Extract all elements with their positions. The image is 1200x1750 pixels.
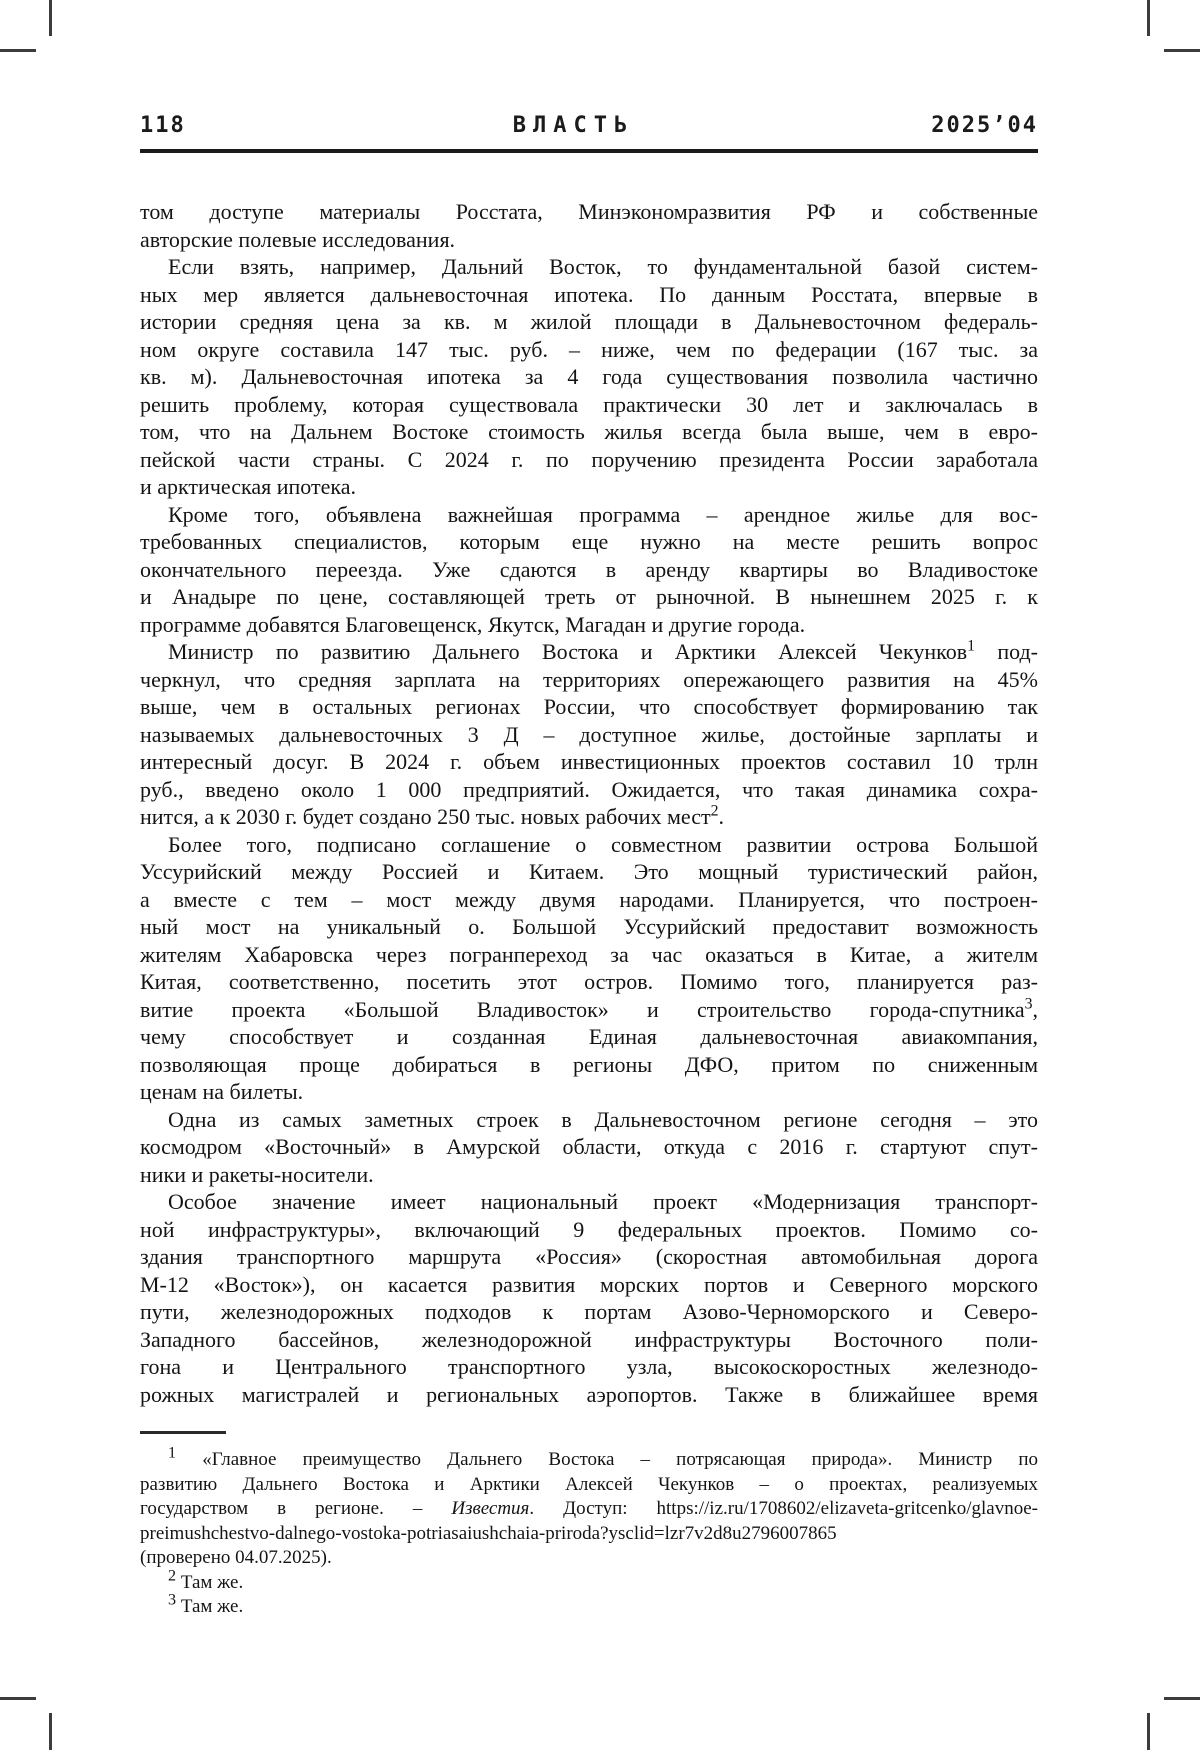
text-line: и арктическая ипотека.: [140, 474, 356, 499]
text-line: требованных специалистов, которым еще нужно на месте решить вопрос: [140, 529, 1038, 554]
text-line: космодром «Восточный» в Амурской области, откуда с 2016 г. стартуют спут-: [140, 1134, 1038, 1159]
crop-mark-bottom-left-vertical: [49, 1713, 52, 1750]
footnote-line: (проверено 04.07.2025).: [140, 1547, 332, 1568]
page-header: [140, 113, 1038, 138]
text-line: выше, чем в остальных регионах России, что способствует формированию так: [140, 694, 1038, 719]
page-number: 118: [140, 113, 186, 138]
text-line: Западного бассейнов, железнодорожной инфраструктуры Восточного поли-: [140, 1326, 1038, 1352]
footnote-marker: 2: [710, 802, 719, 820]
crop-mark-top-left-horizontal: [0, 49, 36, 52]
footnote-separator: [140, 1431, 226, 1434]
text-line: Министр по развитию Дальнего Востока и Арктики Алексей Чекунков$^1$ под-: [168, 637, 1038, 664]
text-line: решить проблему, которая существовала практически 30 лет и заключалась в: [140, 391, 1038, 417]
header-rule: [140, 149, 1038, 153]
text-line: жителям Хабаровска через погранпереход за час оказаться в Китае, а жителм: [140, 941, 1038, 967]
footnote-marker: 1: [168, 1444, 177, 1462]
paragraph: [140, 253, 1038, 501]
paragraph: [140, 638, 1038, 831]
footnote-marker: 1: [967, 637, 976, 655]
text-line: Одна из самых заметных строек в Дальневосточном регионе сегодня – это: [168, 1106, 1038, 1132]
text-line: истории средняя цена за кв. м жилой площади в Дальневосточном федераль-: [140, 309, 1038, 334]
footnote-marker: 3: [1024, 995, 1033, 1013]
paragraph: [140, 831, 1038, 1106]
text-line: ной инфраструктуры», включающий 9 федеральных проектов. Помимо со-: [140, 1216, 1038, 1242]
text-line: том доступе материалы Росстата, Минэкономразвития РФ и собственные: [140, 199, 1038, 224]
text-line: рожных магистралей и региональных аэропортов. Также в ближайшее время: [140, 1381, 1038, 1407]
text-line: ных мер является дальневосточная ипотека. По данным Росстата, впервые в: [140, 281, 1038, 307]
text-line: программе добавятся Благовещенск, Якутск, Магадан и другие города.: [140, 611, 806, 637]
text-line: ном округе составила 147 тыс. руб. – ниже, чем по федерации (167 тыс. за: [140, 336, 1038, 362]
text-line: Китая, соответственно, посетить этот остров. Помимо того, планируется раз-: [140, 969, 1038, 994]
text-line: том, что на Дальнем Востоке стоимость жилья всегда была выше, чем в евро-: [140, 419, 1038, 444]
text-line: ценам на билеты.: [140, 1079, 304, 1104]
footnote-line: preimushchestvo-dalnego-vostoka-potriasaiushchaia-priroda?ysclid=lzr7v2d8u2796007865: [140, 1522, 837, 1544]
crop-mark-top-right-horizontal: [1164, 49, 1200, 52]
footnote-line: $^2$ Там же.: [168, 1567, 244, 1593]
footnote-line: $^3$ Там же.: [168, 1591, 244, 1617]
text-line: позволяющая проще добираться в регионы ДФО, притом по сниженным: [140, 1051, 1038, 1077]
text-line: пейской части страны. С 2024 г. по поручению президента России заработала: [140, 446, 1038, 472]
issue-number: 2025’04: [931, 113, 1038, 138]
text-line: Более того, подписано соглашение о совместном развитии острова Большой: [168, 831, 1038, 857]
footnote-line: развитию Дальнего Востока и Арктики Алексей Чекунков – о проектах, реализуемых: [140, 1473, 1038, 1495]
text-line: а вместе с тем – мост между двумя народами. Планируется, что построен-: [140, 886, 1038, 912]
crop-mark-top-right-vertical: [1147, 0, 1150, 36]
text-line: ники и ракеты-носители.: [140, 1161, 374, 1187]
paragraph: [140, 1444, 1038, 1571]
footnote-line: государством в регионе. – Известия. Доступ: https://iz.ru/1708602/elizaveta-gritcenko/glavnoe-: [140, 1498, 1038, 1519]
text-line: Кроме того, объявлена важнейшая программа – арендное жилье для вос-: [168, 501, 1038, 527]
text-line: ный мост на уникальный о. Большой Уссурийский предоставит возможность: [140, 914, 1038, 939]
paragraph: [140, 198, 1038, 253]
footnote-marker: 3: [168, 1591, 177, 1609]
paragraph: [140, 501, 1038, 639]
crop-mark-top-left-vertical: [49, 0, 52, 36]
text-line: здания транспортного маршрута «Россия» (скоростная автомобильная дорога: [140, 1244, 1038, 1269]
journal-title: ВЛАСТЬ: [512, 113, 635, 138]
footnote-line: $^1$ «Главное преимущество Дальнего Востока – потрясающая природа». Министр по: [168, 1444, 1038, 1470]
text-line: и Анадыре по цене, составляющей треть от рыночной. В нынешнем 2025 г. к: [140, 584, 1038, 609]
text-line: чему способствует и созданная Единая дальневосточная авиакомпания,: [140, 1024, 1038, 1049]
text-line: кв. м). Дальневосточная ипотека за 4 года существования позволила частично: [140, 364, 1038, 389]
text-line: Уссурийский между Россией и Китаем. Это мощный туристический район,: [140, 859, 1038, 884]
paragraph: [140, 1106, 1038, 1189]
paragraph: [140, 1591, 1038, 1620]
text-line: Если взять, например, Дальний Восток, то фундаментальной базой систем-: [168, 254, 1038, 279]
text-line: нится, а к 2030 г. будет создано 250 тыс. новых рабочих мест$^2$.: [140, 802, 725, 829]
text-line: пути, железнодорожных подходов к портам Азово-Черноморского и Северо-: [140, 1299, 1038, 1324]
paragraph: [140, 1567, 1038, 1596]
crop-mark-bottom-left-horizontal: [0, 1697, 36, 1700]
text-line: называемых дальневосточных 3 Д – доступное жилье, достойные зарплаты и: [140, 721, 1038, 747]
article-body: [140, 198, 1038, 1408]
text-line: интересный досуг. В 2024 г. объем инвестиционных проектов составил 10 трлн: [140, 749, 1038, 774]
text-line: Особое значение имеет национальный проект «Модернизация транспорт-: [168, 1189, 1038, 1214]
text-line: М-12 «Восток»), он касается развития морских портов и Северного морского: [140, 1271, 1038, 1297]
text-line: гона и Центрального транспортного узла, высокоскоростных железнодо-: [140, 1354, 1038, 1379]
text-line: авторские полевые исследования.: [140, 226, 456, 252]
text-line: окончательного переезда. Уже сдаются в аренду квартиры во Владивостоке: [140, 556, 1038, 582]
text-line: черкнул, что средняя зарплата на территориях опережающего развития на 45%: [140, 666, 1038, 692]
footnote-marker: 2: [168, 1567, 177, 1585]
text-line: руб., введено около 1 000 предприятий. Ожидается, что такая динамика сохра-: [140, 776, 1038, 802]
paragraph: [140, 1188, 1038, 1408]
crop-mark-bottom-right-horizontal: [1164, 1697, 1200, 1700]
crop-mark-bottom-right-vertical: [1147, 1713, 1150, 1750]
footnotes: [140, 1444, 1038, 1620]
text-line: витие проекта «Большой Владивосток» и строительство города-спутника$^3$,: [140, 995, 1038, 1022]
